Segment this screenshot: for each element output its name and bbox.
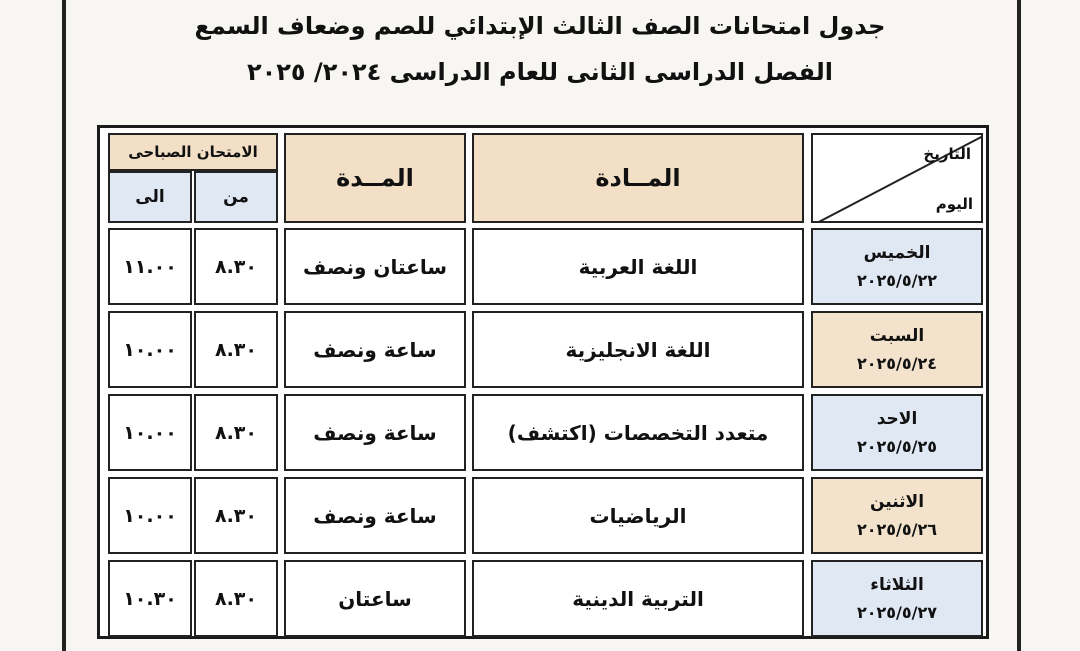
header-subject: المــادة: [472, 133, 804, 223]
exam-date: ٢٠٢٥/٥/٢٦: [856, 520, 938, 539]
day-name: الاحد: [876, 409, 918, 429]
header-to: الى: [108, 171, 192, 223]
day-cell: [811, 560, 983, 637]
time-from-cell: ٨.٣٠: [194, 311, 278, 388]
exam-date: ٢٠٢٥/٥/٢٥: [856, 437, 938, 456]
header-morning-exam: الامتحان الصباحى: [108, 133, 278, 171]
header-day: اليوم: [935, 195, 973, 213]
day-name: الثلاثاء: [870, 575, 924, 595]
duration-cell: ساعة ونصف: [284, 311, 466, 388]
exam-date: ٢٠٢٥/٥/٢٢: [856, 271, 938, 290]
document-subtitle: الفصل الدراسى الثانى للعام الدراسى ٢٠٢٤/ ٢٠٢٥: [246, 58, 834, 86]
duration-cell: ساعتان ونصف: [284, 228, 466, 305]
page-border-left: [62, 0, 66, 651]
day-cell: [811, 311, 983, 388]
document-title: جدول امتحانات الصف الثالث الإبتدائي للصم وضعاف السمع: [194, 12, 886, 40]
day-cell: [811, 228, 983, 305]
header-from: من: [194, 171, 278, 223]
subject-cell: التربية الدينية: [472, 560, 804, 637]
page-border-right: [1017, 0, 1021, 651]
time-from-cell: ٨.٣٠: [194, 560, 278, 637]
day-cell: [811, 394, 983, 471]
subject-cell: اللغة العربية: [472, 228, 804, 305]
exam-schedule-table: [97, 125, 989, 639]
time-from-cell: ٨.٣٠: [194, 394, 278, 471]
time-to-cell: ١١.٠٠: [108, 228, 192, 305]
time-to-cell: ١٠.٣٠: [108, 560, 192, 637]
time-to-cell: ١٠.٠٠: [108, 311, 192, 388]
time-from-cell: ٨.٣٠: [194, 228, 278, 305]
duration-cell: ساعتان: [284, 560, 466, 637]
exam-date: ٢٠٢٥/٥/٢٧: [856, 603, 938, 622]
subject-cell: متعدد التخصصات (اكتشف): [472, 394, 804, 471]
day-cell: [811, 477, 983, 554]
time-to-cell: ١٠.٠٠: [108, 394, 192, 471]
time-to-cell: ١٠.٠٠: [108, 477, 192, 554]
day-name: السبت: [869, 326, 925, 346]
header-duration: المــدة: [284, 133, 466, 223]
duration-cell: ساعة ونصف: [284, 477, 466, 554]
duration-cell: ساعة ونصف: [284, 394, 466, 471]
time-from-cell: ٨.٣٠: [194, 477, 278, 554]
exam-date: ٢٠٢٥/٥/٢٤: [856, 354, 938, 373]
subject-cell: اللغة الانجليزية: [472, 311, 804, 388]
day-name: الاثنين: [869, 492, 925, 512]
day-name: الخميس: [863, 243, 931, 263]
subject-cell: الرياضيات: [472, 477, 804, 554]
header-date: التاريخ: [923, 145, 971, 163]
header-date-day-cell: [811, 133, 983, 223]
